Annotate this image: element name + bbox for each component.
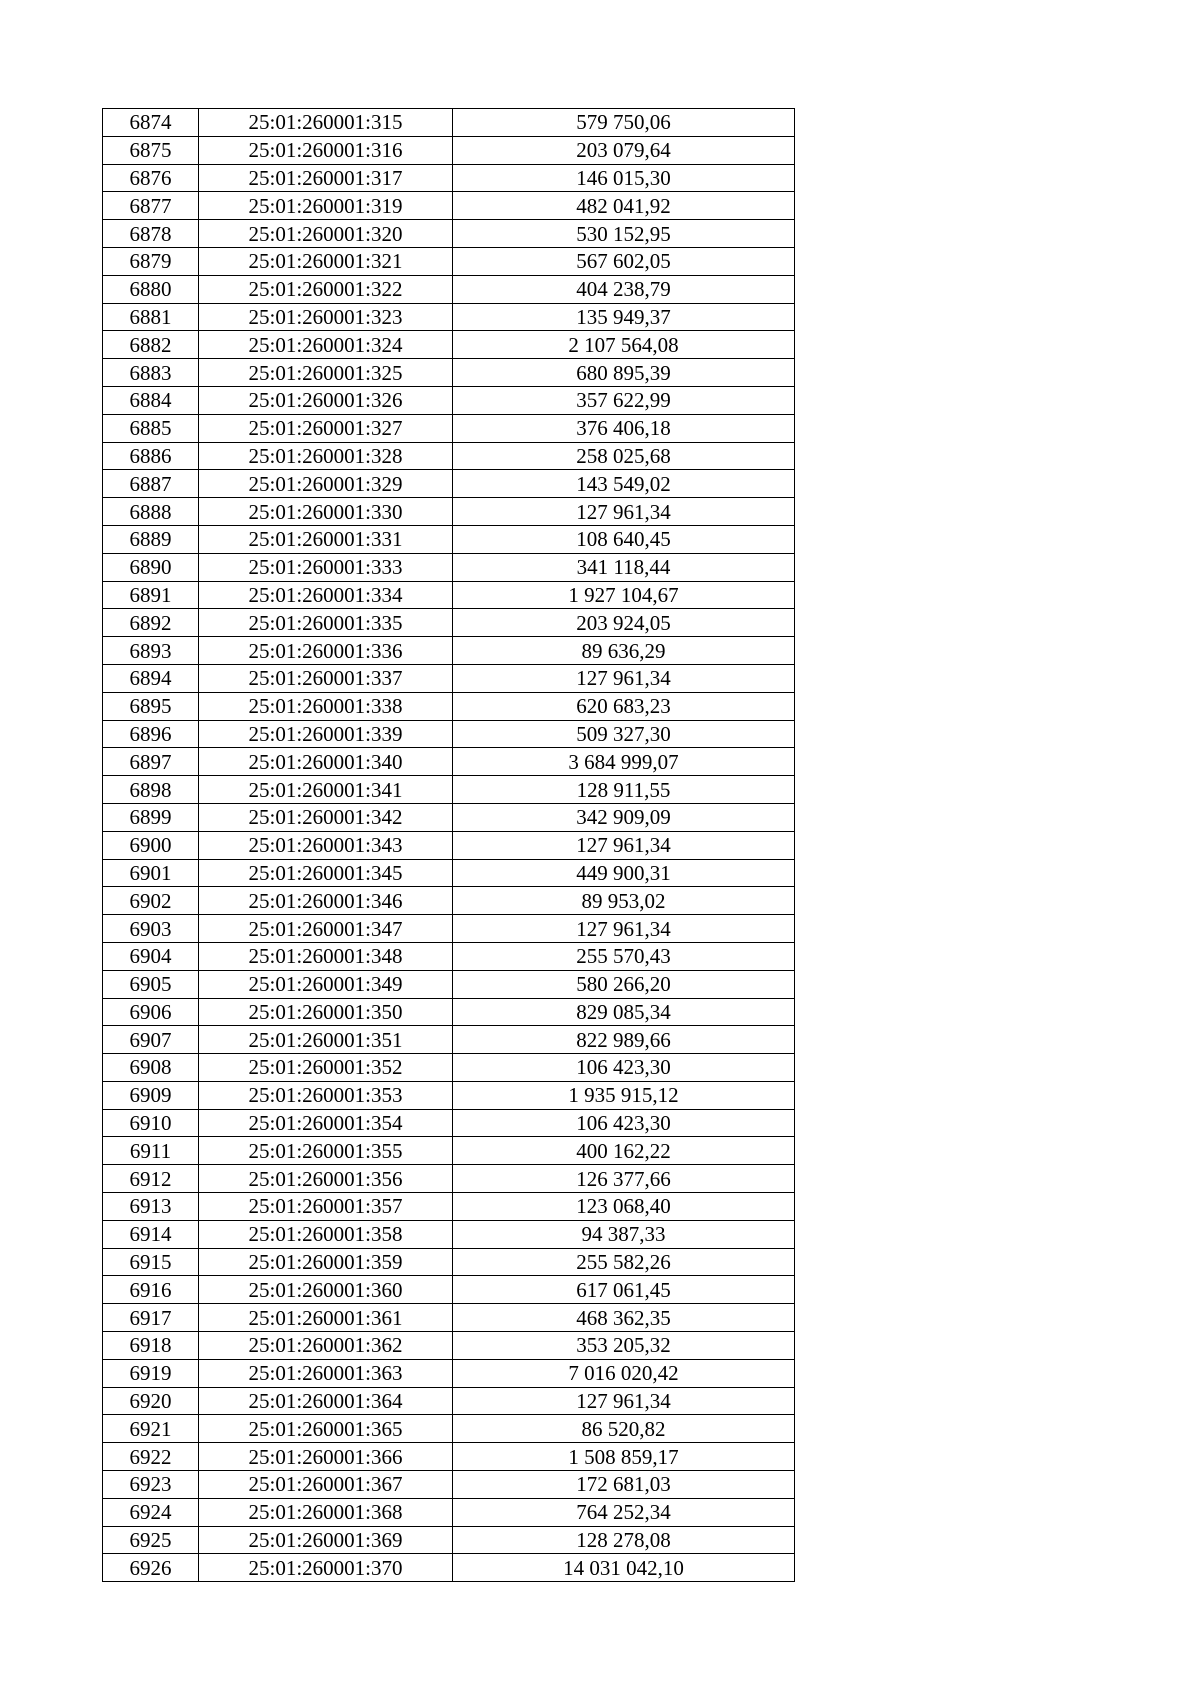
cadastral-number-cell: 25:01:260001:335 <box>199 609 453 637</box>
row-number-cell: 6905 <box>103 970 199 998</box>
cadastral-number-cell: 25:01:260001:333 <box>199 553 453 581</box>
row-number-cell: 6874 <box>103 109 199 137</box>
table-row <box>103 887 795 915</box>
cadastral-number-cell: 25:01:260001:323 <box>199 303 453 331</box>
row-number-cell: 6894 <box>103 664 199 692</box>
value-cell: 482 041,92 <box>453 192 795 220</box>
cadastral-number-cell: 25:01:260001:342 <box>199 803 453 831</box>
value-cell: 89 953,02 <box>453 887 795 915</box>
table-row <box>103 414 795 442</box>
cadastral-number-cell: 25:01:260001:338 <box>199 692 453 720</box>
table-row <box>103 1248 795 1276</box>
table-row <box>103 1443 795 1471</box>
value-cell: 404 238,79 <box>453 275 795 303</box>
registry-table-body <box>103 109 795 1582</box>
row-number-cell: 6918 <box>103 1332 199 1360</box>
value-cell: 106 423,30 <box>453 1109 795 1137</box>
table-row <box>103 247 795 275</box>
row-number-cell: 6910 <box>103 1109 199 1137</box>
table-row <box>103 525 795 553</box>
row-number-cell: 6880 <box>103 275 199 303</box>
cadastral-number-cell: 25:01:260001:330 <box>199 498 453 526</box>
cadastral-number-cell: 25:01:260001:353 <box>199 1081 453 1109</box>
table-row <box>103 637 795 665</box>
row-number-cell: 6922 <box>103 1443 199 1471</box>
cadastral-number-cell: 25:01:260001:343 <box>199 831 453 859</box>
row-number-cell: 6881 <box>103 303 199 331</box>
table-row <box>103 1026 795 1054</box>
table-row <box>103 1137 795 1165</box>
cadastral-number-cell: 25:01:260001:360 <box>199 1276 453 1304</box>
value-cell: 617 061,45 <box>453 1276 795 1304</box>
cadastral-number-cell: 25:01:260001:326 <box>199 386 453 414</box>
table-row <box>103 136 795 164</box>
cadastral-number-cell: 25:01:260001:327 <box>199 414 453 442</box>
cadastral-number-cell: 25:01:260001:365 <box>199 1415 453 1443</box>
table-row <box>103 331 795 359</box>
table-row <box>103 275 795 303</box>
value-cell: 127 961,34 <box>453 915 795 943</box>
value-cell: 468 362,35 <box>453 1304 795 1332</box>
row-number-cell: 6917 <box>103 1304 199 1332</box>
table-row <box>103 609 795 637</box>
row-number-cell: 6876 <box>103 164 199 192</box>
row-number-cell: 6892 <box>103 609 199 637</box>
row-number-cell: 6885 <box>103 414 199 442</box>
cadastral-number-cell: 25:01:260001:364 <box>199 1387 453 1415</box>
value-cell: 86 520,82 <box>453 1415 795 1443</box>
table-row <box>103 1332 795 1360</box>
table-row <box>103 970 795 998</box>
row-number-cell: 6915 <box>103 1248 199 1276</box>
cadastral-number-cell: 25:01:260001:324 <box>199 331 453 359</box>
row-number-cell: 6901 <box>103 859 199 887</box>
cadastral-number-cell: 25:01:260001:351 <box>199 1026 453 1054</box>
value-cell: 127 961,34 <box>453 664 795 692</box>
value-cell: 127 961,34 <box>453 498 795 526</box>
value-cell: 764 252,34 <box>453 1498 795 1526</box>
cadastral-number-cell: 25:01:260001:368 <box>199 1498 453 1526</box>
value-cell: 89 636,29 <box>453 637 795 665</box>
table-row <box>103 1471 795 1499</box>
row-number-cell: 6879 <box>103 247 199 275</box>
row-number-cell: 6896 <box>103 720 199 748</box>
row-number-cell: 6888 <box>103 498 199 526</box>
cadastral-number-cell: 25:01:260001:329 <box>199 470 453 498</box>
table-row <box>103 748 795 776</box>
value-cell: 620 683,23 <box>453 692 795 720</box>
row-number-cell: 6897 <box>103 748 199 776</box>
value-cell: 449 900,31 <box>453 859 795 887</box>
cadastral-number-cell: 25:01:260001:358 <box>199 1220 453 1248</box>
table-row <box>103 1359 795 1387</box>
value-cell: 822 989,66 <box>453 1026 795 1054</box>
cadastral-number-cell: 25:01:260001:367 <box>199 1471 453 1499</box>
table-row <box>103 470 795 498</box>
cadastral-number-cell: 25:01:260001:322 <box>199 275 453 303</box>
table-row <box>103 498 795 526</box>
table-row <box>103 1276 795 1304</box>
row-number-cell: 6907 <box>103 1026 199 1054</box>
value-cell: 172 681,03 <box>453 1471 795 1499</box>
row-number-cell: 6902 <box>103 887 199 915</box>
row-number-cell: 6891 <box>103 581 199 609</box>
table-row <box>103 1054 795 1082</box>
cadastral-number-cell: 25:01:260001:340 <box>199 748 453 776</box>
row-number-cell: 6913 <box>103 1193 199 1221</box>
value-cell: 1 935 915,12 <box>453 1081 795 1109</box>
row-number-cell: 6924 <box>103 1498 199 1526</box>
value-cell: 203 079,64 <box>453 136 795 164</box>
row-number-cell: 6909 <box>103 1081 199 1109</box>
cadastral-number-cell: 25:01:260001:356 <box>199 1165 453 1193</box>
value-cell: 3 684 999,07 <box>453 748 795 776</box>
value-cell: 1 927 104,67 <box>453 581 795 609</box>
cadastral-number-cell: 25:01:260001:325 <box>199 359 453 387</box>
table-row <box>103 692 795 720</box>
registry-table <box>102 108 795 1582</box>
value-cell: 106 423,30 <box>453 1054 795 1082</box>
table-row <box>103 386 795 414</box>
row-number-cell: 6911 <box>103 1137 199 1165</box>
table-row <box>103 220 795 248</box>
cadastral-number-cell: 25:01:260001:359 <box>199 1248 453 1276</box>
cadastral-number-cell: 25:01:260001:319 <box>199 192 453 220</box>
cadastral-number-cell: 25:01:260001:354 <box>199 1109 453 1137</box>
table-row <box>103 720 795 748</box>
value-cell: 127 961,34 <box>453 1387 795 1415</box>
table-row <box>103 303 795 331</box>
row-number-cell: 6926 <box>103 1554 199 1582</box>
row-number-cell: 6920 <box>103 1387 199 1415</box>
row-number-cell: 6875 <box>103 136 199 164</box>
row-number-cell: 6903 <box>103 915 199 943</box>
value-cell: 258 025,68 <box>453 442 795 470</box>
table-row <box>103 581 795 609</box>
cadastral-number-cell: 25:01:260001:366 <box>199 1443 453 1471</box>
value-cell: 126 377,66 <box>453 1165 795 1193</box>
value-cell: 203 924,05 <box>453 609 795 637</box>
value-cell: 128 278,08 <box>453 1526 795 1554</box>
row-number-cell: 6883 <box>103 359 199 387</box>
table-row <box>103 831 795 859</box>
value-cell: 7 016 020,42 <box>453 1359 795 1387</box>
table-row <box>103 1387 795 1415</box>
table-row <box>103 803 795 831</box>
cadastral-number-cell: 25:01:260001:328 <box>199 442 453 470</box>
value-cell: 2 107 564,08 <box>453 331 795 359</box>
table-row <box>103 1220 795 1248</box>
value-cell: 128 911,55 <box>453 776 795 804</box>
cadastral-number-cell: 25:01:260001:350 <box>199 998 453 1026</box>
table-row <box>103 1415 795 1443</box>
value-cell: 135 949,37 <box>453 303 795 331</box>
cadastral-number-cell: 25:01:260001:334 <box>199 581 453 609</box>
value-cell: 680 895,39 <box>453 359 795 387</box>
row-number-cell: 6912 <box>103 1165 199 1193</box>
row-number-cell: 6921 <box>103 1415 199 1443</box>
value-cell: 400 162,22 <box>453 1137 795 1165</box>
value-cell: 14 031 042,10 <box>453 1554 795 1582</box>
value-cell: 353 205,32 <box>453 1332 795 1360</box>
value-cell: 123 068,40 <box>453 1193 795 1221</box>
cadastral-number-cell: 25:01:260001:345 <box>199 859 453 887</box>
table-row <box>103 1193 795 1221</box>
value-cell: 146 015,30 <box>453 164 795 192</box>
value-cell: 530 152,95 <box>453 220 795 248</box>
value-cell: 341 118,44 <box>453 553 795 581</box>
table-row <box>103 192 795 220</box>
table-row <box>103 553 795 581</box>
table-row <box>103 859 795 887</box>
table-row <box>103 1526 795 1554</box>
row-number-cell: 6908 <box>103 1054 199 1082</box>
value-cell: 342 909,09 <box>453 803 795 831</box>
table-row <box>103 359 795 387</box>
cadastral-number-cell: 25:01:260001:337 <box>199 664 453 692</box>
row-number-cell: 6889 <box>103 525 199 553</box>
value-cell: 579 750,06 <box>453 109 795 137</box>
value-cell: 509 327,30 <box>453 720 795 748</box>
value-cell: 255 570,43 <box>453 942 795 970</box>
cadastral-number-cell: 25:01:260001:320 <box>199 220 453 248</box>
value-cell: 567 602,05 <box>453 247 795 275</box>
row-number-cell: 6893 <box>103 637 199 665</box>
row-number-cell: 6878 <box>103 220 199 248</box>
table-row <box>103 776 795 804</box>
cadastral-number-cell: 25:01:260001:331 <box>199 525 453 553</box>
table-row <box>103 442 795 470</box>
cadastral-number-cell: 25:01:260001:363 <box>199 1359 453 1387</box>
cadastral-number-cell: 25:01:260001:341 <box>199 776 453 804</box>
table-row <box>103 1081 795 1109</box>
value-cell: 580 266,20 <box>453 970 795 998</box>
row-number-cell: 6906 <box>103 998 199 1026</box>
table-row <box>103 1304 795 1332</box>
row-number-cell: 6914 <box>103 1220 199 1248</box>
row-number-cell: 6887 <box>103 470 199 498</box>
table-row <box>103 1554 795 1582</box>
cadastral-number-cell: 25:01:260001:321 <box>199 247 453 275</box>
value-cell: 255 582,26 <box>453 1248 795 1276</box>
cadastral-number-cell: 25:01:260001:361 <box>199 1304 453 1332</box>
row-number-cell: 6904 <box>103 942 199 970</box>
table-row <box>103 1498 795 1526</box>
value-cell: 829 085,34 <box>453 998 795 1026</box>
value-cell: 94 387,33 <box>453 1220 795 1248</box>
cadastral-number-cell: 25:01:260001:362 <box>199 1332 453 1360</box>
table-row <box>103 1109 795 1137</box>
cadastral-number-cell: 25:01:260001:349 <box>199 970 453 998</box>
cadastral-number-cell: 25:01:260001:336 <box>199 637 453 665</box>
row-number-cell: 6895 <box>103 692 199 720</box>
value-cell: 376 406,18 <box>453 414 795 442</box>
row-number-cell: 6882 <box>103 331 199 359</box>
row-number-cell: 6916 <box>103 1276 199 1304</box>
row-number-cell: 6877 <box>103 192 199 220</box>
cadastral-number-cell: 25:01:260001:370 <box>199 1554 453 1582</box>
cadastral-number-cell: 25:01:260001:357 <box>199 1193 453 1221</box>
row-number-cell: 6886 <box>103 442 199 470</box>
table-row <box>103 915 795 943</box>
value-cell: 127 961,34 <box>453 831 795 859</box>
cadastral-number-cell: 25:01:260001:346 <box>199 887 453 915</box>
table-row <box>103 664 795 692</box>
value-cell: 143 549,02 <box>453 470 795 498</box>
cadastral-number-cell: 25:01:260001:352 <box>199 1054 453 1082</box>
table-row <box>103 1165 795 1193</box>
value-cell: 357 622,99 <box>453 386 795 414</box>
row-number-cell: 6925 <box>103 1526 199 1554</box>
row-number-cell: 6923 <box>103 1471 199 1499</box>
row-number-cell: 6884 <box>103 386 199 414</box>
row-number-cell: 6900 <box>103 831 199 859</box>
table-row <box>103 109 795 137</box>
table-row <box>103 942 795 970</box>
cadastral-number-cell: 25:01:260001:316 <box>199 136 453 164</box>
value-cell: 1 508 859,17 <box>453 1443 795 1471</box>
cadastral-number-cell: 25:01:260001:369 <box>199 1526 453 1554</box>
cadastral-number-cell: 25:01:260001:348 <box>199 942 453 970</box>
table-row <box>103 998 795 1026</box>
cadastral-number-cell: 25:01:260001:347 <box>199 915 453 943</box>
cadastral-number-cell: 25:01:260001:355 <box>199 1137 453 1165</box>
row-number-cell: 6898 <box>103 776 199 804</box>
value-cell: 108 640,45 <box>453 525 795 553</box>
row-number-cell: 6899 <box>103 803 199 831</box>
table-row <box>103 164 795 192</box>
cadastral-number-cell: 25:01:260001:339 <box>199 720 453 748</box>
cadastral-number-cell: 25:01:260001:315 <box>199 109 453 137</box>
cadastral-number-cell: 25:01:260001:317 <box>199 164 453 192</box>
row-number-cell: 6919 <box>103 1359 199 1387</box>
row-number-cell: 6890 <box>103 553 199 581</box>
